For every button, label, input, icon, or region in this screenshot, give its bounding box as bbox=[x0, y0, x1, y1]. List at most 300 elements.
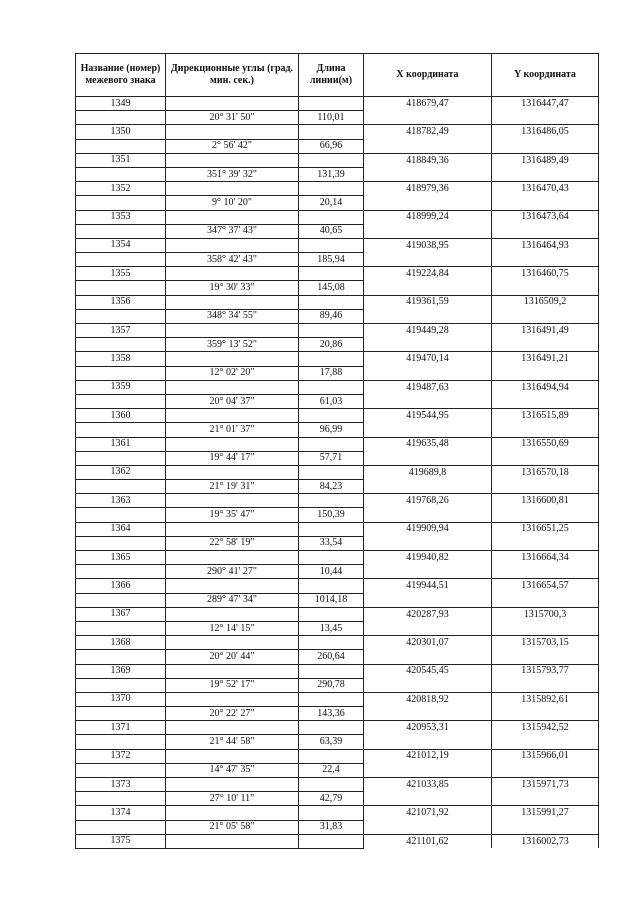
y-coordinate-cell: 1316654,57 bbox=[492, 579, 599, 593]
x-coordinate-cell-empty bbox=[364, 536, 492, 550]
table-row bbox=[76, 423, 599, 437]
length-cell-empty bbox=[299, 551, 364, 565]
y-coordinate-cell-empty bbox=[492, 451, 599, 465]
table-row bbox=[76, 153, 599, 167]
direction-angle-cell: 348° 34' 55" bbox=[166, 309, 299, 323]
marker-number-cell-empty bbox=[76, 423, 166, 437]
direction-angle-cell: 2° 56' 42" bbox=[166, 139, 299, 153]
x-coordinate-cell-empty bbox=[364, 423, 492, 437]
length-cell-empty bbox=[299, 806, 364, 820]
y-coordinate-cell-empty bbox=[492, 678, 599, 692]
y-coordinate-cell-empty bbox=[492, 621, 599, 635]
table-row bbox=[76, 579, 599, 593]
marker-number-cell: 1370 bbox=[76, 692, 166, 706]
x-coordinate-cell: 420953,31 bbox=[364, 721, 492, 735]
table-row bbox=[76, 125, 599, 139]
marker-number-cell-empty bbox=[76, 281, 166, 295]
line-length-cell: 96,99 bbox=[299, 423, 364, 437]
x-coordinate-cell: 421012,19 bbox=[364, 749, 492, 763]
y-coordinate-cell: 1315966,01 bbox=[492, 749, 599, 763]
x-coordinate-cell: 419224,84 bbox=[364, 267, 492, 281]
angle-cell-empty bbox=[166, 437, 299, 451]
marker-number-cell-empty bbox=[76, 111, 166, 125]
table-row bbox=[76, 536, 599, 550]
x-coordinate-cell: 420818,92 bbox=[364, 692, 492, 706]
direction-angle-cell: 347° 37' 43" bbox=[166, 224, 299, 238]
y-coordinate-cell-empty bbox=[492, 536, 599, 550]
direction-angle-cell: 351° 39' 32" bbox=[166, 167, 299, 181]
length-cell-empty bbox=[299, 522, 364, 536]
angle-cell-empty bbox=[166, 324, 299, 338]
x-coordinate-cell: 418849,36 bbox=[364, 153, 492, 167]
angle-cell-empty bbox=[166, 692, 299, 706]
y-coordinate-cell-empty bbox=[492, 508, 599, 522]
length-cell-empty bbox=[299, 579, 364, 593]
y-coordinate-cell: 1316550,69 bbox=[492, 437, 599, 451]
line-length-cell: 290,78 bbox=[299, 678, 364, 692]
table-row bbox=[76, 324, 599, 338]
header-x-coordinate: X координата bbox=[364, 54, 492, 97]
table-row bbox=[76, 196, 599, 210]
marker-number-cell: 1350 bbox=[76, 125, 166, 139]
y-coordinate-cell-empty bbox=[492, 167, 599, 181]
angle-cell-empty bbox=[166, 636, 299, 650]
length-cell-empty bbox=[299, 97, 364, 111]
x-coordinate-cell: 419361,59 bbox=[364, 295, 492, 309]
y-coordinate-cell-empty bbox=[492, 224, 599, 238]
direction-angle-cell: 359° 13' 52" bbox=[166, 338, 299, 352]
table-row bbox=[76, 451, 599, 465]
x-coordinate-cell-empty bbox=[364, 707, 492, 721]
table-row bbox=[76, 678, 599, 692]
y-coordinate-cell-empty bbox=[492, 111, 599, 125]
line-length-cell: 13,45 bbox=[299, 621, 364, 635]
table-row bbox=[76, 182, 599, 196]
direction-angle-cell: 20° 04' 37" bbox=[166, 394, 299, 408]
table-row bbox=[76, 692, 599, 706]
direction-angle-cell: 21° 44' 58" bbox=[166, 735, 299, 749]
x-coordinate-cell-empty bbox=[364, 480, 492, 494]
table-row bbox=[76, 97, 599, 111]
y-coordinate-cell: 1316473,64 bbox=[492, 210, 599, 224]
line-length-cell: 110,01 bbox=[299, 111, 364, 125]
x-coordinate-cell: 418999,24 bbox=[364, 210, 492, 224]
angle-cell-empty bbox=[166, 153, 299, 167]
table-row bbox=[76, 778, 599, 792]
x-coordinate-cell-empty bbox=[364, 820, 492, 834]
x-coordinate-cell: 420301,07 bbox=[364, 636, 492, 650]
x-coordinate-cell-empty bbox=[364, 508, 492, 522]
angle-cell-empty bbox=[166, 380, 299, 394]
marker-number-cell: 1363 bbox=[76, 494, 166, 508]
direction-angle-cell: 27° 10' 11" bbox=[166, 792, 299, 806]
marker-number-cell-empty bbox=[76, 650, 166, 664]
table-row bbox=[76, 508, 599, 522]
line-length-cell: 89,46 bbox=[299, 309, 364, 323]
table-body bbox=[76, 97, 599, 849]
header-direction-angle: Дирекционные углы (град. мин. сек.) bbox=[166, 54, 299, 97]
x-coordinate-cell-empty bbox=[364, 650, 492, 664]
y-coordinate-cell: 1316470,43 bbox=[492, 182, 599, 196]
y-coordinate-cell: 1316486,05 bbox=[492, 125, 599, 139]
marker-number-cell: 1373 bbox=[76, 778, 166, 792]
marker-number-cell: 1364 bbox=[76, 522, 166, 536]
header-y-coordinate: Y координата bbox=[492, 54, 599, 97]
line-length-cell: 22,4 bbox=[299, 763, 364, 777]
marker-number-cell: 1358 bbox=[76, 352, 166, 366]
x-coordinate-cell-empty bbox=[364, 621, 492, 635]
angle-cell-empty bbox=[166, 465, 299, 479]
x-coordinate-cell: 419940,82 bbox=[364, 551, 492, 565]
x-coordinate-cell: 419909,94 bbox=[364, 522, 492, 536]
marker-number-cell-empty bbox=[76, 451, 166, 465]
x-coordinate-cell: 419470,14 bbox=[364, 352, 492, 366]
length-cell-empty bbox=[299, 778, 364, 792]
line-length-cell: 40,65 bbox=[299, 224, 364, 238]
x-coordinate-cell: 419449,28 bbox=[364, 324, 492, 338]
x-coordinate-cell: 419544,95 bbox=[364, 409, 492, 423]
table-row bbox=[76, 480, 599, 494]
marker-number-cell-empty bbox=[76, 536, 166, 550]
marker-number-cell: 1368 bbox=[76, 636, 166, 650]
marker-number-cell: 1371 bbox=[76, 721, 166, 735]
table-row bbox=[76, 806, 599, 820]
table-row bbox=[76, 338, 599, 352]
x-coordinate-cell-empty bbox=[364, 792, 492, 806]
table-row bbox=[76, 167, 599, 181]
angle-cell-empty bbox=[166, 125, 299, 139]
length-cell-empty bbox=[299, 380, 364, 394]
y-coordinate-cell-empty bbox=[492, 139, 599, 153]
direction-angle-cell: 21° 19' 31" bbox=[166, 480, 299, 494]
line-length-cell: 185,94 bbox=[299, 253, 364, 267]
angle-cell-empty bbox=[166, 352, 299, 366]
marker-number-cell-empty bbox=[76, 167, 166, 181]
line-length-cell: 84,23 bbox=[299, 480, 364, 494]
marker-number-cell: 1354 bbox=[76, 238, 166, 252]
x-coordinate-cell: 419635,48 bbox=[364, 437, 492, 451]
angle-cell-empty bbox=[166, 551, 299, 565]
length-cell-empty bbox=[299, 834, 364, 848]
direction-angle-cell: 21° 05' 58" bbox=[166, 820, 299, 834]
length-cell-empty bbox=[299, 295, 364, 309]
direction-angle-cell: 21° 01' 37" bbox=[166, 423, 299, 437]
marker-number-cell: 1369 bbox=[76, 664, 166, 678]
line-length-cell: 63,39 bbox=[299, 735, 364, 749]
angle-cell-empty bbox=[166, 210, 299, 224]
length-cell-empty bbox=[299, 267, 364, 281]
y-coordinate-cell: 1316509,2 bbox=[492, 295, 599, 309]
y-coordinate-cell-empty bbox=[492, 792, 599, 806]
y-coordinate-cell: 1315700,3 bbox=[492, 607, 599, 621]
y-coordinate-cell: 1316491,21 bbox=[492, 352, 599, 366]
angle-cell-empty bbox=[166, 238, 299, 252]
marker-number-cell: 1375 bbox=[76, 834, 166, 848]
table-row bbox=[76, 394, 599, 408]
y-coordinate-cell: 1316464,93 bbox=[492, 238, 599, 252]
y-coordinate-cell: 1316515,89 bbox=[492, 409, 599, 423]
table-row bbox=[76, 664, 599, 678]
x-coordinate-cell-empty bbox=[364, 253, 492, 267]
y-coordinate-cell: 1316447,47 bbox=[492, 97, 599, 111]
table-row bbox=[76, 707, 599, 721]
y-coordinate-cell: 1316651,25 bbox=[492, 522, 599, 536]
marker-number-cell: 1372 bbox=[76, 749, 166, 763]
x-coordinate-cell: 421071,92 bbox=[364, 806, 492, 820]
marker-number-cell: 1374 bbox=[76, 806, 166, 820]
table-row bbox=[76, 352, 599, 366]
length-cell-empty bbox=[299, 494, 364, 508]
x-coordinate-cell: 419768,26 bbox=[364, 494, 492, 508]
line-length-cell: 1014,18 bbox=[299, 593, 364, 607]
length-cell-empty bbox=[299, 125, 364, 139]
table-row bbox=[76, 749, 599, 763]
length-cell-empty bbox=[299, 409, 364, 423]
table-row bbox=[76, 111, 599, 125]
table-row bbox=[76, 820, 599, 834]
marker-number-cell-empty bbox=[76, 763, 166, 777]
marker-number-cell: 1349 bbox=[76, 97, 166, 111]
x-coordinate-cell-empty bbox=[364, 111, 492, 125]
y-coordinate-cell-empty bbox=[492, 309, 599, 323]
length-cell-empty bbox=[299, 352, 364, 366]
direction-angle-cell: 19° 35' 47" bbox=[166, 508, 299, 522]
line-length-cell: 57,71 bbox=[299, 451, 364, 465]
y-coordinate-cell: 1315971,73 bbox=[492, 778, 599, 792]
y-coordinate-cell-empty bbox=[492, 338, 599, 352]
angle-cell-empty bbox=[166, 664, 299, 678]
y-coordinate-cell: 1316489,49 bbox=[492, 153, 599, 167]
line-length-cell: 143,36 bbox=[299, 707, 364, 721]
y-coordinate-cell-empty bbox=[492, 820, 599, 834]
table-row bbox=[76, 267, 599, 281]
angle-cell-empty bbox=[166, 267, 299, 281]
line-length-cell: 150,39 bbox=[299, 508, 364, 522]
marker-number-cell-empty bbox=[76, 394, 166, 408]
x-coordinate-cell: 421033,85 bbox=[364, 778, 492, 792]
x-coordinate-cell: 420287,93 bbox=[364, 607, 492, 621]
marker-number-cell: 1365 bbox=[76, 551, 166, 565]
table-row bbox=[76, 650, 599, 664]
table-row bbox=[76, 253, 599, 267]
angle-cell-empty bbox=[166, 806, 299, 820]
table-row bbox=[76, 721, 599, 735]
marker-number-cell: 1359 bbox=[76, 380, 166, 394]
y-coordinate-cell-empty bbox=[492, 394, 599, 408]
y-coordinate-cell: 1316460,75 bbox=[492, 267, 599, 281]
y-coordinate-cell-empty bbox=[492, 650, 599, 664]
table-row bbox=[76, 763, 599, 777]
direction-angle-cell: 19° 44' 17" bbox=[166, 451, 299, 465]
marker-number-cell-empty bbox=[76, 508, 166, 522]
x-coordinate-cell: 421101,62 bbox=[364, 834, 492, 848]
y-coordinate-cell: 1316002,73 bbox=[492, 834, 599, 848]
length-cell-empty bbox=[299, 182, 364, 196]
direction-angle-cell: 12° 14' 15" bbox=[166, 621, 299, 635]
angle-cell-empty bbox=[166, 721, 299, 735]
boundary-markers-table bbox=[75, 53, 599, 849]
direction-angle-cell: 9° 10' 20" bbox=[166, 196, 299, 210]
angle-cell-empty bbox=[166, 607, 299, 621]
x-coordinate-cell: 419944,51 bbox=[364, 579, 492, 593]
table-row bbox=[76, 210, 599, 224]
table-row bbox=[76, 409, 599, 423]
direction-angle-cell: 14° 47' 35" bbox=[166, 763, 299, 777]
angle-cell-empty bbox=[166, 522, 299, 536]
length-cell-empty bbox=[299, 437, 364, 451]
table-header-row bbox=[76, 54, 599, 97]
y-coordinate-cell-empty bbox=[492, 735, 599, 749]
y-coordinate-cell: 1315991,27 bbox=[492, 806, 599, 820]
y-coordinate-cell: 1316494,94 bbox=[492, 380, 599, 394]
marker-number-cell-empty bbox=[76, 224, 166, 238]
table-row bbox=[76, 139, 599, 153]
line-length-cell: 10,44 bbox=[299, 565, 364, 579]
angle-cell-empty bbox=[166, 97, 299, 111]
line-length-cell: 61,03 bbox=[299, 394, 364, 408]
marker-number-cell-empty bbox=[76, 196, 166, 210]
y-coordinate-cell-empty bbox=[492, 707, 599, 721]
marker-number-cell: 1355 bbox=[76, 267, 166, 281]
length-cell-empty bbox=[299, 636, 364, 650]
x-coordinate-cell-empty bbox=[364, 338, 492, 352]
length-cell-empty bbox=[299, 607, 364, 621]
x-coordinate-cell-empty bbox=[364, 167, 492, 181]
y-coordinate-cell: 1316600,81 bbox=[492, 494, 599, 508]
table-row bbox=[76, 309, 599, 323]
marker-number-cell-empty bbox=[76, 139, 166, 153]
marker-number-cell-empty bbox=[76, 792, 166, 806]
table-row bbox=[76, 494, 599, 508]
y-coordinate-cell: 1315793,77 bbox=[492, 664, 599, 678]
table-row bbox=[76, 366, 599, 380]
angle-cell-empty bbox=[166, 494, 299, 508]
table-row bbox=[76, 735, 599, 749]
line-length-cell: 42,79 bbox=[299, 792, 364, 806]
table-row bbox=[76, 281, 599, 295]
line-length-cell: 20,86 bbox=[299, 338, 364, 352]
direction-angle-cell: 20° 20' 44" bbox=[166, 650, 299, 664]
length-cell-empty bbox=[299, 210, 364, 224]
table-row bbox=[76, 465, 599, 479]
table-row bbox=[76, 224, 599, 238]
direction-angle-cell: 20° 22' 27" bbox=[166, 707, 299, 721]
direction-angle-cell: 19° 30' 33" bbox=[166, 281, 299, 295]
x-coordinate-cell-empty bbox=[364, 139, 492, 153]
table-row bbox=[76, 551, 599, 565]
marker-number-cell-empty bbox=[76, 678, 166, 692]
marker-number-cell: 1353 bbox=[76, 210, 166, 224]
x-coordinate-cell-empty bbox=[364, 394, 492, 408]
marker-number-cell: 1366 bbox=[76, 579, 166, 593]
marker-number-cell-empty bbox=[76, 593, 166, 607]
table-row bbox=[76, 834, 599, 848]
line-length-cell: 17,88 bbox=[299, 366, 364, 380]
x-coordinate-cell-empty bbox=[364, 678, 492, 692]
marker-number-cell-empty bbox=[76, 480, 166, 494]
x-coordinate-cell-empty bbox=[364, 451, 492, 465]
y-coordinate-cell-empty bbox=[492, 593, 599, 607]
marker-number-cell-empty bbox=[76, 735, 166, 749]
angle-cell-empty bbox=[166, 182, 299, 196]
x-coordinate-cell: 418782,49 bbox=[364, 125, 492, 139]
direction-angle-cell: 19° 52' 17" bbox=[166, 678, 299, 692]
x-coordinate-cell: 419689,8 bbox=[364, 465, 492, 479]
y-coordinate-cell: 1316491,49 bbox=[492, 324, 599, 338]
x-coordinate-cell-empty bbox=[364, 309, 492, 323]
marker-number-cell: 1351 bbox=[76, 153, 166, 167]
direction-angle-cell: 12° 02' 20" bbox=[166, 366, 299, 380]
x-coordinate-cell-empty bbox=[364, 593, 492, 607]
direction-angle-cell: 289° 47' 34" bbox=[166, 593, 299, 607]
y-coordinate-cell-empty bbox=[492, 565, 599, 579]
line-length-cell: 145,08 bbox=[299, 281, 364, 295]
x-coordinate-cell-empty bbox=[364, 281, 492, 295]
y-coordinate-cell: 1316570,18 bbox=[492, 465, 599, 479]
y-coordinate-cell-empty bbox=[492, 480, 599, 494]
marker-number-cell-empty bbox=[76, 565, 166, 579]
x-coordinate-cell: 418679,47 bbox=[364, 97, 492, 111]
table-row bbox=[76, 437, 599, 451]
y-coordinate-cell-empty bbox=[492, 423, 599, 437]
table-row bbox=[76, 238, 599, 252]
angle-cell-empty bbox=[166, 749, 299, 763]
length-cell-empty bbox=[299, 324, 364, 338]
x-coordinate-cell: 420545,45 bbox=[364, 664, 492, 678]
x-coordinate-cell: 419038,95 bbox=[364, 238, 492, 252]
x-coordinate-cell-empty bbox=[364, 366, 492, 380]
marker-number-cell: 1362 bbox=[76, 465, 166, 479]
marker-number-cell-empty bbox=[76, 253, 166, 267]
y-coordinate-cell-empty bbox=[492, 253, 599, 267]
y-coordinate-cell: 1315892,61 bbox=[492, 692, 599, 706]
table-row bbox=[76, 380, 599, 394]
length-cell-empty bbox=[299, 465, 364, 479]
marker-number-cell-empty bbox=[76, 309, 166, 323]
x-coordinate-cell-empty bbox=[364, 565, 492, 579]
table-row bbox=[76, 522, 599, 536]
angle-cell-empty bbox=[166, 834, 299, 848]
direction-angle-cell: 358° 42' 43" bbox=[166, 253, 299, 267]
length-cell-empty bbox=[299, 692, 364, 706]
angle-cell-empty bbox=[166, 778, 299, 792]
marker-number-cell: 1357 bbox=[76, 324, 166, 338]
x-coordinate-cell-empty bbox=[364, 735, 492, 749]
marker-number-cell-empty bbox=[76, 338, 166, 352]
table-row bbox=[76, 295, 599, 309]
line-length-cell: 31,83 bbox=[299, 820, 364, 834]
marker-number-cell-empty bbox=[76, 621, 166, 635]
marker-number-cell: 1360 bbox=[76, 409, 166, 423]
table-row bbox=[76, 636, 599, 650]
table-row bbox=[76, 607, 599, 621]
length-cell-empty bbox=[299, 664, 364, 678]
marker-number-cell-empty bbox=[76, 366, 166, 380]
angle-cell-empty bbox=[166, 409, 299, 423]
line-length-cell: 66,96 bbox=[299, 139, 364, 153]
y-coordinate-cell: 1315942,52 bbox=[492, 721, 599, 735]
marker-number-cell: 1367 bbox=[76, 607, 166, 621]
table-row bbox=[76, 565, 599, 579]
angle-cell-empty bbox=[166, 579, 299, 593]
marker-number-cell-empty bbox=[76, 707, 166, 721]
x-coordinate-cell: 419487,63 bbox=[364, 380, 492, 394]
marker-number-cell: 1356 bbox=[76, 295, 166, 309]
marker-number-cell: 1352 bbox=[76, 182, 166, 196]
length-cell-empty bbox=[299, 238, 364, 252]
line-length-cell: 131,39 bbox=[299, 167, 364, 181]
length-cell-empty bbox=[299, 721, 364, 735]
